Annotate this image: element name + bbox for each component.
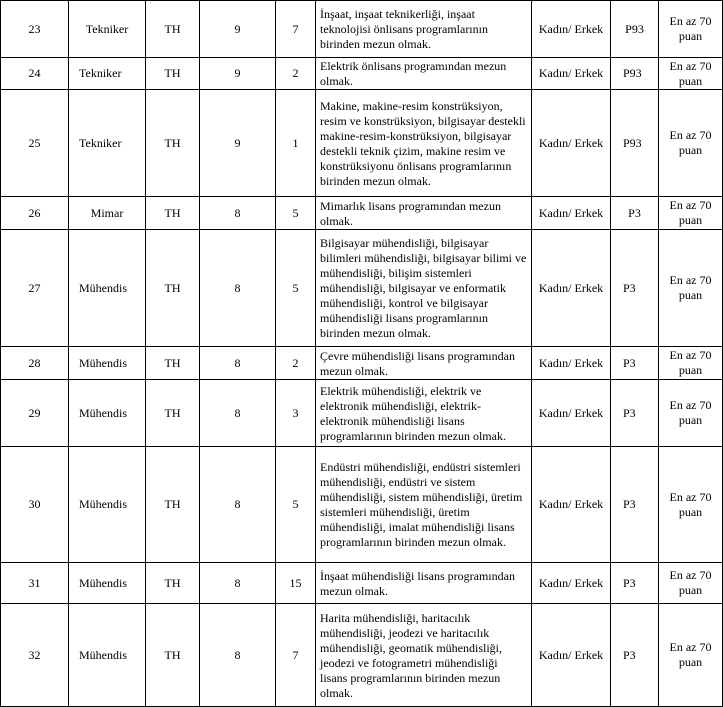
score-type: P93: [611, 90, 659, 197]
position-count: 5: [276, 447, 316, 563]
score-type: P3: [611, 604, 659, 707]
position-count: 5: [276, 230, 316, 347]
gender: Kadın/ Erkek: [532, 58, 611, 90]
staff-class: TH: [146, 447, 200, 563]
table-row: [1, 58, 723, 90]
score-type: P3: [611, 230, 659, 347]
position-title: Mühendis: [69, 347, 146, 380]
grade: 8: [200, 230, 276, 347]
grade: 8: [200, 563, 276, 604]
position-count: 15: [276, 563, 316, 604]
score-type: P3: [611, 563, 659, 604]
grade: 8: [200, 347, 276, 380]
score-type: P93: [611, 58, 659, 90]
minimum-score: En az 70 puan: [659, 347, 723, 380]
position-count: 2: [276, 58, 316, 90]
position-count: 2: [276, 347, 316, 380]
row-number: 23: [1, 1, 69, 58]
table-row: [1, 90, 723, 197]
score-type: P3: [611, 197, 659, 230]
staff-class: TH: [146, 1, 200, 58]
table-row: [1, 1, 723, 58]
gender: Kadın/ Erkek: [532, 447, 611, 563]
position-title: Mühendis: [69, 447, 146, 563]
grade: 8: [200, 604, 276, 707]
position-title: Mühendis: [69, 230, 146, 347]
position-count: 5: [276, 197, 316, 230]
minimum-score: En az 70 puan: [659, 90, 723, 197]
position-title: Tekniker: [69, 58, 146, 90]
qualification-text: Makine, makine-resim konstrüksiyon, resim ve konstrüksiyon, bilgisayar destekli makine-resim-konstrüksiyon, bilgisayar destekli teknik çizim, makine resim ve konstrüksiyonu önlisans programlarının birinden mezun olmak.: [316, 90, 532, 197]
qualification-text: Mimarlık lisans programından mezun olmak.: [316, 197, 532, 230]
minimum-score: En az 70 puan: [659, 604, 723, 707]
position-title: Mühendis: [69, 380, 146, 447]
position-title: Mühendis: [69, 604, 146, 707]
table-row: [1, 197, 723, 230]
qualification-text: Bilgisayar mühendisliği, bilgisayar bilimleri mühendisliği, bilgisayar bilimi ve mühendisliği, bilişim sistemleri mühendisliği, bilgisayar ve enformatik mühendisliği, kontrol ve bilgisayar mühendisliği lisans programlarının birinden mezun olmak.: [316, 230, 532, 347]
table-row: [1, 230, 723, 347]
minimum-score: En az 70 puan: [659, 1, 723, 58]
gender: Kadın/ Erkek: [532, 563, 611, 604]
minimum-score: En az 70 puan: [659, 380, 723, 447]
gender: Kadın/ Erkek: [532, 197, 611, 230]
row-number: 27: [1, 230, 69, 347]
table-row: [1, 563, 723, 604]
score-type: P3: [611, 380, 659, 447]
table-row: [1, 447, 723, 563]
grade: 8: [200, 380, 276, 447]
staff-class: TH: [146, 347, 200, 380]
table-row: [1, 380, 723, 447]
qualification-text: İnşaat, inşaat teknikerliği, inşaat teknolojisi önlisans programlarının birinden mezun olmak.: [316, 1, 532, 58]
position-count: 7: [276, 604, 316, 707]
row-number: 24: [1, 58, 69, 90]
minimum-score: En az 70 puan: [659, 447, 723, 563]
score-type: P93: [611, 1, 659, 58]
row-number: 31: [1, 563, 69, 604]
gender: Kadın/ Erkek: [532, 1, 611, 58]
row-number: 29: [1, 380, 69, 447]
qualification-text: Harita mühendisliği, haritacılık mühendisliği, jeodezi ve haritacılık mühendisliği, geomatik mühendisliği, jeodezi ve fotogrametri mühendisliği lisans programlarının birinden mezun olmak.: [316, 604, 532, 707]
grade: 8: [200, 197, 276, 230]
staff-class: TH: [146, 604, 200, 707]
minimum-score: En az 70 puan: [659, 230, 723, 347]
gender: Kadın/ Erkek: [532, 90, 611, 197]
position-title: Mühendis: [69, 563, 146, 604]
gender: Kadın/ Erkek: [532, 380, 611, 447]
gender: Kadın/ Erkek: [532, 604, 611, 707]
gender: Kadın/ Erkek: [532, 347, 611, 380]
row-number: 28: [1, 347, 69, 380]
staff-class: TH: [146, 230, 200, 347]
score-type: P3: [611, 347, 659, 380]
grade: 8: [200, 447, 276, 563]
position-count: 3: [276, 380, 316, 447]
position-title: Tekniker: [69, 1, 146, 58]
minimum-score: En az 70 puan: [659, 58, 723, 90]
staff-class: TH: [146, 563, 200, 604]
gender: Kadın/ Erkek: [532, 230, 611, 347]
minimum-score: En az 70 puan: [659, 563, 723, 604]
grade: 9: [200, 1, 276, 58]
grade: 9: [200, 58, 276, 90]
position-count: 7: [276, 1, 316, 58]
position-title: Tekniker: [69, 90, 146, 197]
staff-class: TH: [146, 90, 200, 197]
table-row: [1, 347, 723, 380]
qualification-text: Elektrik mühendisliği, elektrik ve elektronik mühendisliği, elektrik-elektronik mühendisliği lisans programlarının birinden mezun olmak.: [316, 380, 532, 447]
minimum-score: En az 70 puan: [659, 197, 723, 230]
position-count: 1: [276, 90, 316, 197]
staff-class: TH: [146, 58, 200, 90]
staff-class: TH: [146, 197, 200, 230]
score-type: P3: [611, 447, 659, 563]
row-number: 26: [1, 197, 69, 230]
staff-class: TH: [146, 380, 200, 447]
qualification-text: İnşaat mühendisliği lisans programından mezun olmak.: [316, 563, 532, 604]
qualification-text: Elektrik önlisans programından mezun olmak.: [316, 58, 532, 90]
grade: 9: [200, 90, 276, 197]
qualification-text: Çevre mühendisliği lisans programından mezun olmak.: [316, 347, 532, 380]
row-number: 32: [1, 604, 69, 707]
table-row: [1, 604, 723, 707]
row-number: 30: [1, 447, 69, 563]
row-number: 25: [1, 90, 69, 197]
qualification-text: Endüstri mühendisliği, endüstri sistemleri mühendisliği, endüstri ve sistem mühendisliği, sistem mühendisliği, üretim sistemleri mühendisliği, üretim mühendisliği, imalat mühendisliği lisans programlarının birinden mezun olmak.: [316, 447, 532, 563]
position-title: Mimar: [69, 197, 146, 230]
